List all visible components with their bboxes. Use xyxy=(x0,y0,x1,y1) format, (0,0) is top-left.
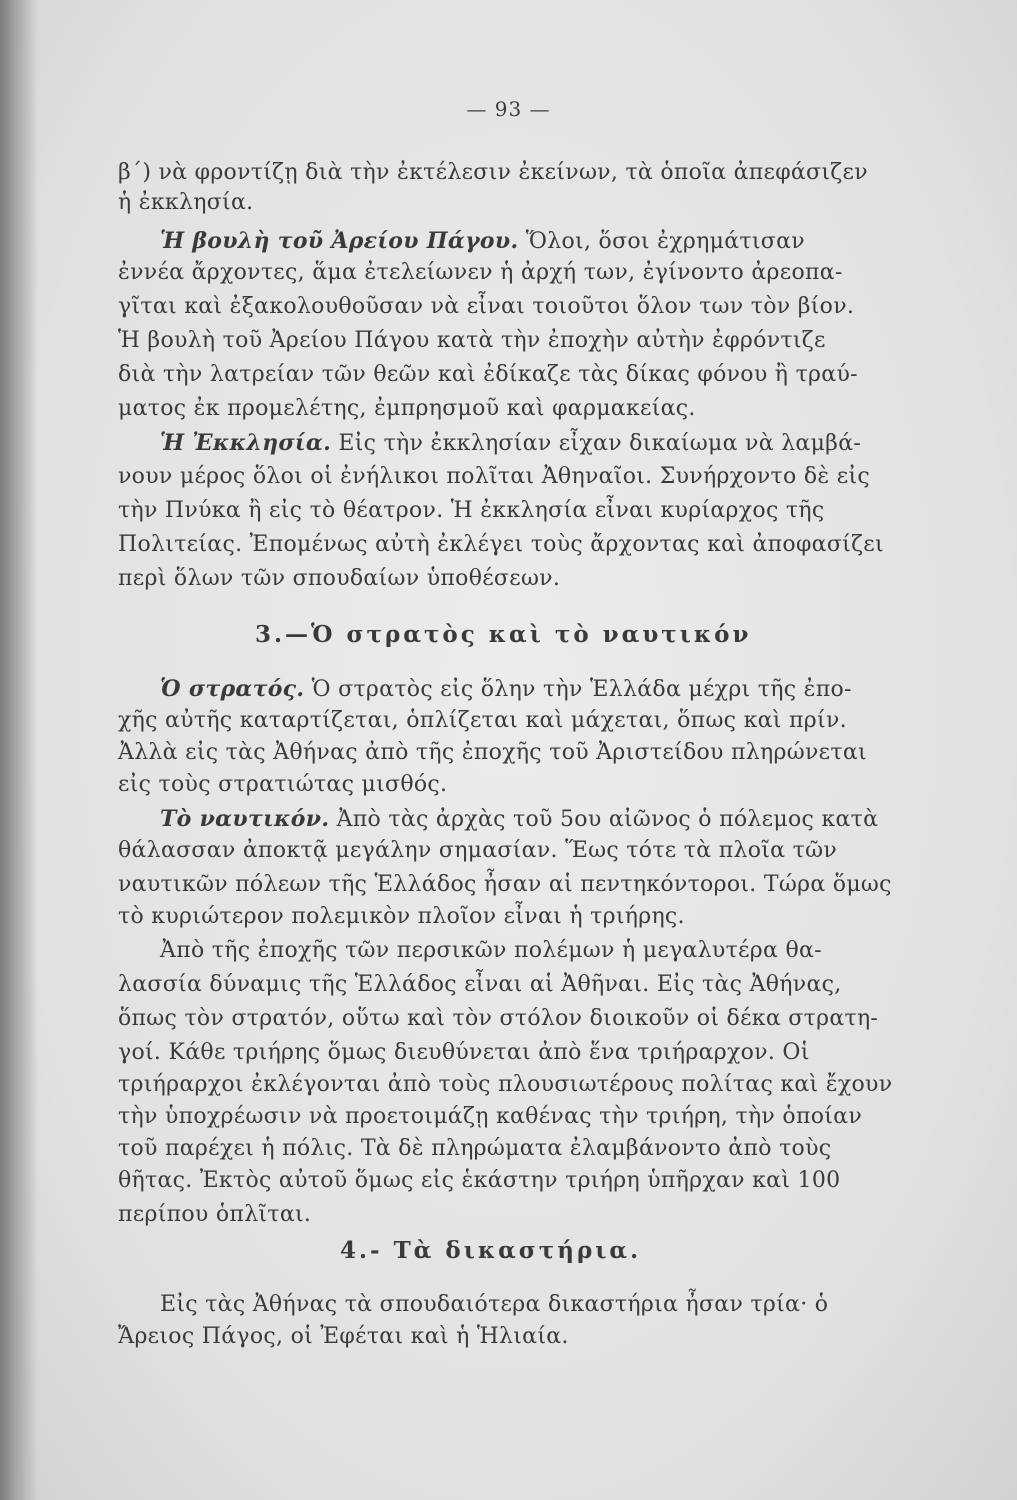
text-line: β΄) νὰ φροντίζῃ διὰ τὴν ἐκτέλεσιν ἐκείνων, τὰ ὁποῖα ἀπεφάσιζεν xyxy=(118,160,868,185)
text-line: γῖται καὶ ἐξακολουθοῦσαν νὰ εἶναι τοιοῦτοι ὅλον των τὸν βίον. xyxy=(118,294,855,319)
text-run: Ἀπὸ τὰς ἀρχὰς τοῦ 5ου αἰῶνος ὁ πόλεμος κατὰ xyxy=(336,807,879,832)
text-run: Ὅλοι, ὅσοι ἐχρημάτισαν xyxy=(525,229,805,254)
text-line: ναυτικῶν πόλεων τῆς Ἑλλάδος ἦσαν αἱ πεντηκόντοροι. Τώρα ὅμως xyxy=(118,872,892,897)
text-line: Εἰς τὰς Ἀθήνας τὰ σπουδαιότερα δικαστήρια ἦσαν τρία· ὁ xyxy=(160,1292,829,1317)
paragraph-first-line xyxy=(160,226,805,257)
text-line: περὶ ὅλων τῶν σπουδαίων ὑποθέσεων. xyxy=(118,566,561,591)
text-line: τὴν ὑποχρέωσιν νὰ προετοιμάζῃ καθένας τὴν τριήρη, τὴν ὁποίαν xyxy=(118,1104,863,1129)
text-line: ἡ ἐκκλησία. xyxy=(118,190,254,215)
paragraph-title: Ἡ βουλὴ τοῦ Ἀρείου Πάγου. xyxy=(160,228,519,254)
text-line: τοῦ παρέχει ἡ πόλις. Τὰ δὲ πληρώματα ἐλαμβάνοντο ἀπὸ τοὺς xyxy=(118,1136,832,1161)
paragraph-title: Τὸ ναυτικόν. xyxy=(160,806,330,832)
section-heading: 3.—Ὁ στρατὸς καὶ τὸ ναυτικόν xyxy=(255,621,752,648)
text-line: Πολιτείας. Ἐπομένως αὐτὴ ἐκλέγει τοὺς ἄρχοντας καὶ ἀποφασίζει xyxy=(118,532,884,557)
text-line: ὅπως τὸν στρατόν, οὕτω καὶ τὸν στόλον διοικοῦν οἱ δέκα στρατη- xyxy=(118,1006,879,1031)
text-line: Ἡ βουλὴ τοῦ Ἀρείου Πάγου κατὰ τὴν ἐποχὴν αὐτὴν ἐφρόντιζε xyxy=(118,328,826,353)
text-line: ἐννέα ἄρχοντες, ἅμα ἐτελείωνεν ἡ ἀρχή των, ἐγίνοντο ἀρεοπα- xyxy=(118,260,843,285)
text-line: ματος ἐκ προμελέτης, ἐμπρησμοῦ καὶ φαρμακείας. xyxy=(118,396,696,421)
text-line: γοί. Κάθε τριήρης ὅμως διευθύνεται ἀπὸ ἕνα τριήραρχον. Οἱ xyxy=(118,1040,810,1065)
text-line: νουν μέρος ὅλοι οἱ ἐνήλικοι πολῖται Ἀθηναῖοι. Συνήρχοντο δὲ εἰς xyxy=(118,464,871,489)
text-line: τὸ κυριώτερον πολεμικὸν πλοῖον εἶναι ἡ τριήρης. xyxy=(118,904,685,929)
text-line: τὴν Πνύκα ἢ εἰς τὸ θέατρον. Ἡ ἐκκλησία εἶναι κυρίαρχος τῆς xyxy=(118,498,825,523)
paragraph-title: Ὁ στρατός. xyxy=(160,676,305,702)
text-line: λασσία δύναμις τῆς Ἑλλάδος εἶναι αἱ Ἀθῆναι. Εἰς τὰς Ἀθήνας, xyxy=(118,972,842,997)
text-line: εἰς τοὺς στρατιώτας μισθός. xyxy=(118,772,448,797)
text-line: διὰ τὴν λατρείαν τῶν θεῶν καὶ ἐδίκαζε τὰς δίκας φόνου ἢ τραύ- xyxy=(118,362,858,387)
page-number: — 93 — xyxy=(466,97,551,121)
text-run: Εἰς τὴν ἐκκλησίαν εἶχαν δικαίωμα νὰ λαμβά- xyxy=(338,431,862,456)
section-heading: 4.- Τὰ δικαστήρια. xyxy=(340,1237,642,1264)
paragraph-first-line xyxy=(160,674,852,705)
text-line: Ἀπὸ τῆς ἐποχῆς τῶν περσικῶν πολέμων ἡ μεγαλυτέρα θα- xyxy=(160,938,822,963)
text-line: θάλασσαν ἀποκτᾷ μεγάλην σημασίαν. Ἕως τότε τὰ πλοῖα τῶν xyxy=(118,838,838,863)
text-line: Ἀλλὰ εἰς τὰς Ἀθήνας ἀπὸ τῆς ἐποχῆς τοῦ Ἀριστείδου πληρώνεται xyxy=(118,740,867,765)
text-line: χῆς αὐτῆς καταρτίζεται, ὁπλίζεται καὶ μάχεται, ὅπως καὶ πρίν. xyxy=(118,708,847,733)
text-line: τριήραρχοι ἐκλέγονται ἀπὸ τοὺς πλουσιωτέρους πολίτας καὶ ἔχουν xyxy=(118,1072,893,1097)
paragraph-first-line xyxy=(160,428,861,459)
paragraph-title: Ἡ Ἐκκλησία. xyxy=(160,430,332,456)
text-line: θῆτας. Ἐκτὸς αὐτοῦ ὅμως εἰς ἑκάστην τριήρη ὑπῆρχαν καὶ 100 xyxy=(118,1168,841,1193)
text-line: περίπου ὁπλῖται. xyxy=(118,1202,312,1227)
text-line: Ἄρειος Πάγος, οἱ Ἐφέται καὶ ἡ Ἡλιαία. xyxy=(118,1324,569,1349)
page-edge-shadow xyxy=(0,0,38,1500)
text-run: Ὁ στρατὸς εἰς ὅλην τὴν Ἑλλάδα μέχρι τῆς ἐπο- xyxy=(311,677,852,702)
paragraph-first-line xyxy=(160,804,878,835)
